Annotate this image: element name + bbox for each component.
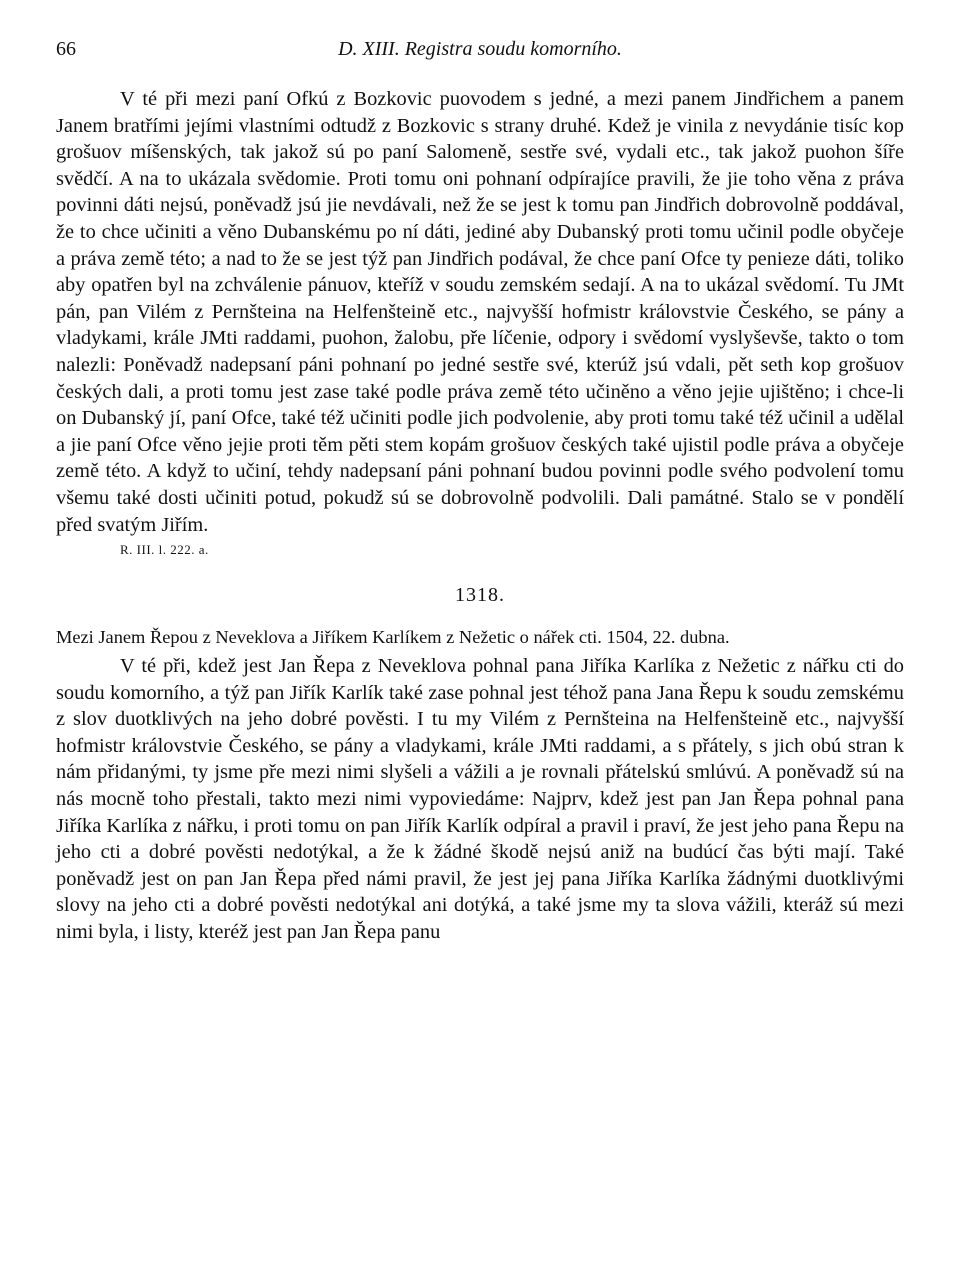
record-1318-body: V té při, kdež jest Jan Řepa z Neveklova pohnal pana Jiříka Karlíka z Nežetic z nářku cti do soudu komorního, a týž pan Jiřík Karlík také zase pohnal jest téhož pana Jana Řepu k soudu zemskému z slov duotklivých na jeho dobré pověsti. I tu my Vilém z Pernšteina na Helfenšteině etc., najvyšší hofmistr královstvie Českého, se pány a vladykami, krále JMti raddami, a s přátely, s jich obú stran k nám přidanými, ty jsme pře mezi nimi slyšeli a vážili a je rovnali přátelskú smlúvú. A poněvadž sú na nás mocně toho přestali, takto mezi nimi vypoviedáme: Najprv, kdež jest pan Jan Řepa pohnal pana Jiříka Karlíka z nářku, i proti tomu on pan Jiřík Karlík odpíral a pravil i praví, že jest jeho pana Řepu na jeho cti a dobré pověsti nedotýkal, a že k žádné škodě nejsú aniž na budúcí čas býti mají. Také poněvadž jest on pan Jan Řepa před námi pravil, že jest jej pana Jiříka Karlíka žádnými duotklivými slovy na jeho cti a dobré pověsti nedotýkal ani dotýká, a také jsme my ta slova vážili, kteráž sú mezi nimi byla, i listy, kteréž jest pan Jan Řepa panu	[56, 655, 904, 944]
running-title: D. XIII. Registra soudu komorního.	[338, 38, 622, 60]
book-page	[56, 38, 904, 946]
document-heading: Mezi Janem Řepou z Neveklova a Jiříkem Karlíkem z Nežetic o nářek cti. 1504, 22. dubna.	[56, 627, 730, 648]
archival-reference: R. III. l. 222. a.	[120, 542, 209, 558]
page-number: 66	[56, 38, 76, 60]
running-head	[56, 38, 904, 72]
document-number: 1318.	[455, 584, 505, 607]
record-1317-body: V té při mezi paní Ofkú z Bozkovic puovodem s jedné, a mezi panem Jindřichem a panem Janem bratřími jejími vlastními odtudž z Bozkovic s strany druhé. Kdež je vinila z nevydánie tisíc kop grošuov míšenských, tak jakož sú po paní Salomeně, sestře své, vydali etc., tak jakož puohon šíře svědčí. A na to ukázala svědomie. Proti tomu oni pohnaní odpírajíce pravili, že jie toho věna z práva povinni dáti nejsú, poněvadž jsú jie nevdávali, než že se jest k tomu pan Jindřich dobrovolně poddával, že to chce učiniti a věno Dubanskému po ní dáti, jediné aby Dubanský proti tomu učinil podle obyčeje a práva země této; a nad to že se jest týž pan Jindřich podával, že chce paní Ofce ty penieze dáti, toliko aby opatřen byl na zchválenie pánuov, kteříž v soudu zemském sedají. A na to ukázal svědomí. Tu JMt pán, pan Vilém z Pernšteina na Helfenšteině etc., najvyšší hofmistr královstvie Českého, se pány a vladykami, krále JMti raddami, puohon, žalobu, pře líčenie, odpory i svědomí vyslyševše, takto o tom nalezli: Poněvadž nadepsaní páni pohnaní po jedné sestře své, kterúž jsú vdali, pět seth kop grošuov českých dali, a proti tomu jest zase také podle práva země této učiněno a věno jejie ujištěno; i chce-li on Dubanský jí, paní Ofce, také též učiniti podle jich podvolenie, aby proti tomu také též učinil a udělal a jie paní Ofce věno jejie proti těm pěti stem kopám grošuov českých také ujistil podle práva a obyčeje země této. A když to učiní, tehdy nadepsaní páni pohnaní budou povinni podle svého podvolení tomu všemu také dosti učiniti potud, pokudž sú se dobrovolně podvolili. Dali památné. Stalo se v pondělí před svatým Jiřím.	[56, 88, 904, 536]
